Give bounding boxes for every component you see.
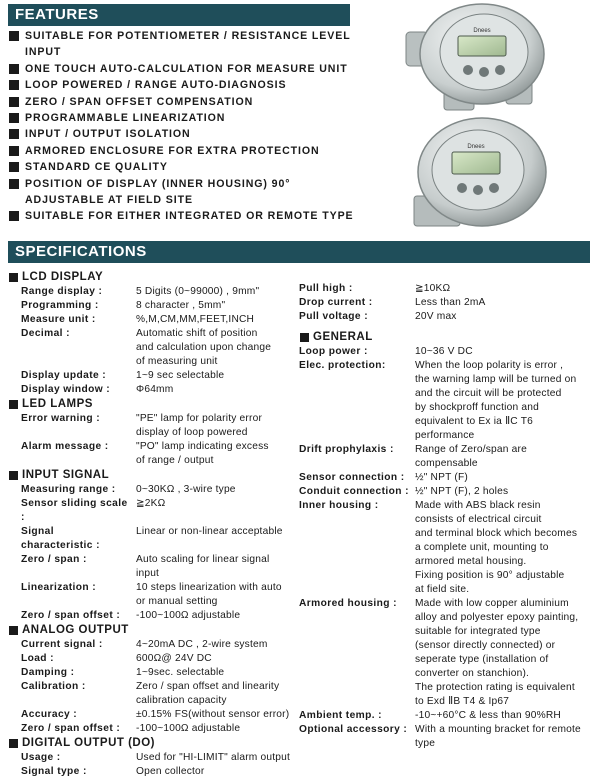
spec-row-zero-span <box>8 553 294 581</box>
spec-value-line: ≧2KΩ <box>136 498 166 509</box>
spec-label: Display window : <box>21 384 111 395</box>
bullet-square-icon <box>9 626 18 635</box>
feature-text: SUITABLE FOR EITHER INTEGRATED OR REMOTE TYPE <box>25 210 354 223</box>
spec-row-load <box>8 652 294 666</box>
bullet-square-icon <box>9 64 19 74</box>
bullet-square-icon <box>9 471 18 480</box>
spec-label: Measure unit : <box>21 314 96 325</box>
spec-row-inner-housing <box>299 499 592 597</box>
spec-value <box>128 299 294 313</box>
spec-value <box>128 609 294 623</box>
spec-label: Pull high : <box>299 283 353 294</box>
feature-item <box>0 208 360 224</box>
spec-value <box>128 765 294 779</box>
spec-row-elec-protection <box>299 359 592 443</box>
spec-row-sensor-connection <box>299 471 592 485</box>
spec-row-display-window <box>8 383 294 397</box>
spec-value-line: a complete unit, mounting to <box>415 542 549 553</box>
spec-value-line: Range of Zero/span are <box>415 444 528 455</box>
spec-value <box>128 369 294 383</box>
spec-value <box>128 751 294 765</box>
spec-value-line: Auto scaling for linear signal <box>136 554 270 565</box>
feature-item <box>0 28 360 61</box>
spec-column-left <box>8 270 294 779</box>
spec-row-sensor-sliding-scale <box>8 497 294 525</box>
spec-row-armored-housing <box>299 597 592 709</box>
spec-value-line: Open collector <box>136 766 205 777</box>
spec-value <box>128 483 294 497</box>
spec-value <box>413 709 592 723</box>
spec-value-line: ≧10KΩ <box>415 283 451 294</box>
feature-item <box>0 159 360 175</box>
spec-value <box>128 553 294 581</box>
spec-value-line: The protection rating is equivalent <box>415 682 575 693</box>
spec-label: Sensor sliding scale : <box>21 498 128 523</box>
spec-row-range-display <box>8 285 294 299</box>
spec-value-line: 10 steps linearization with auto <box>136 582 282 593</box>
spec-value-line: -100~100Ω adjustable <box>136 723 241 734</box>
bullet-square-icon <box>9 162 19 172</box>
spec-value-line: of range / output <box>136 455 214 466</box>
bullet-square-icon <box>9 273 18 282</box>
spec-row-zero-span-offset <box>8 722 294 736</box>
spec-value <box>128 285 294 299</box>
spec-value-line: the warning lamp will be turned on <box>415 374 577 385</box>
bullet-square-icon <box>9 400 18 409</box>
spec-value-line: Used for "HI-LIMIT" alarm output <box>136 752 291 763</box>
spec-row-ambient-temp <box>299 709 592 723</box>
spec-value <box>413 443 592 471</box>
spacer <box>299 270 592 282</box>
spec-value-line: Linear or non-linear acceptable <box>136 526 283 537</box>
spec-row-drop-current <box>299 296 592 310</box>
spec-row-accuracy <box>8 708 294 722</box>
spec-label: Pull voltage : <box>299 311 368 322</box>
spec-label: Zero / span : <box>21 554 87 565</box>
spec-value <box>413 723 592 751</box>
spec-section-title: LCD DISPLAY <box>22 271 104 283</box>
spec-value-line: or manual setting <box>136 596 218 607</box>
spec-value-line: converter on stanchion). <box>415 668 530 679</box>
spec-row-display-update <box>8 369 294 383</box>
spec-row-pull-voltage <box>299 310 592 324</box>
spec-value-line: display of loop powered <box>136 427 248 438</box>
feature-item <box>0 94 360 110</box>
spec-row-decimal <box>8 327 294 369</box>
spec-section-title: INPUT SIGNAL <box>22 469 110 481</box>
bullet-square-icon <box>9 211 19 221</box>
spec-value <box>128 313 294 327</box>
spec-row-usage <box>8 751 294 765</box>
spec-label: Error warning : <box>21 413 101 424</box>
features-heading: FEATURES <box>8 4 350 26</box>
feature-item <box>0 176 360 209</box>
spec-section-title: GENERAL <box>313 331 373 343</box>
specifications-heading: SPECIFICATIONS <box>8 241 590 263</box>
spec-row-measuring-range <box>8 483 294 497</box>
bullet-square-icon <box>300 333 309 342</box>
transmitter-photo-front <box>402 2 552 114</box>
feature-item <box>0 143 360 159</box>
spec-value <box>413 471 592 485</box>
bullet-square-icon <box>9 179 19 189</box>
spec-row-optional-accessory <box>299 723 592 751</box>
spec-value-line: "PE" lamp for polarity error <box>136 413 263 424</box>
spec-value-line: at field site. <box>415 584 470 595</box>
spec-label: Zero / span offset : <box>21 610 121 621</box>
spec-value <box>413 310 592 324</box>
spec-value-line: -100~100Ω adjustable <box>136 610 241 621</box>
spec-row-measure-unit <box>8 313 294 327</box>
spec-label: Display update : <box>21 370 107 381</box>
bullet-square-icon <box>9 739 18 748</box>
bullet-square-icon <box>9 113 19 123</box>
spec-section-led-lamps <box>8 397 294 412</box>
spec-value-line: "PO" lamp indicating excess <box>136 441 269 452</box>
spec-row-error-warning <box>8 412 294 440</box>
spec-value <box>413 345 592 359</box>
bullet-square-icon <box>9 129 19 139</box>
spec-value-line: Made with ABS black resin <box>415 500 541 511</box>
spec-label: Armored housing : <box>299 598 397 609</box>
spec-label: Drop current : <box>299 297 373 308</box>
spec-section-general <box>299 330 592 345</box>
bullet-square-icon <box>9 31 19 41</box>
feature-text: ADJUSTABLE AT FIELD SITE <box>25 194 193 207</box>
spec-value <box>413 597 592 709</box>
spec-value <box>128 638 294 652</box>
spec-label: Conduit connection : <box>299 486 409 497</box>
spec-row-zero-span-offset <box>8 609 294 623</box>
spec-section-digital-output-do <box>8 736 294 751</box>
spec-label: Linearization : <box>21 582 97 593</box>
spec-value <box>413 282 592 296</box>
spec-label: Sensor connection : <box>299 472 405 483</box>
spec-value-line: type <box>415 738 436 749</box>
spec-value-line: seperate type (installation of <box>415 654 549 665</box>
spec-row-drift-prophylaxis <box>299 443 592 471</box>
spec-value-line: compensable <box>415 458 478 469</box>
spec-value-line: With a mounting bracket for remote <box>415 724 581 735</box>
spec-value-line: Less than 2mA <box>415 297 486 308</box>
spec-label: Measuring range : <box>21 484 116 495</box>
spec-value <box>128 680 294 708</box>
bullet-square-icon <box>9 97 19 107</box>
spec-label: Drift prophylaxis : <box>299 444 394 455</box>
spec-label: Calibration : <box>21 681 86 692</box>
spec-label: Optional accessory : <box>299 724 408 735</box>
spec-value <box>128 708 294 722</box>
spec-value-line: ½" NPT (F), 2 holes <box>415 486 509 497</box>
spec-label: Decimal : <box>21 328 70 339</box>
spec-value-line: When the loop polarity is error , <box>415 360 564 371</box>
feature-text: LOOP POWERED / RANGE AUTO-DIAGNOSIS <box>25 79 287 92</box>
spec-value-line: Zero / span offset and linearity <box>136 681 280 692</box>
feature-text: INPUT <box>25 46 62 59</box>
spec-row-damping <box>8 666 294 680</box>
spec-label: Ambient temp. : <box>299 710 382 721</box>
spec-value <box>128 581 294 609</box>
feature-text: ONE TOUCH AUTO-CALCULATION FOR MEASURE UNIT <box>25 62 348 75</box>
spec-label: Usage : <box>21 752 61 763</box>
spec-value-line: 1~9 sec selectable <box>136 370 225 381</box>
spec-row-calibration <box>8 680 294 708</box>
spec-label: Range display : <box>21 286 103 297</box>
feature-text: SUITABLE FOR POTENTIOMETER / RESISTANCE LEVEL <box>25 30 351 42</box>
spec-value <box>413 485 592 499</box>
spec-value <box>128 383 294 397</box>
spec-row-pull-high <box>299 282 592 296</box>
spec-section-title: LED LAMPS <box>22 398 93 410</box>
spec-value-line: suitable for integrated type <box>415 626 541 637</box>
spec-value-line: 1~9sec. selectable <box>136 667 225 678</box>
spec-label: Signal characteristic : <box>21 526 100 551</box>
spec-value-line: calibration capacity <box>136 695 227 706</box>
spec-value-line: equivalent to Ex ia ⅡC T6 <box>415 416 533 427</box>
spec-value <box>413 499 592 597</box>
feature-item <box>0 126 360 142</box>
spec-value-line: Made with low copper aluminium <box>415 598 569 609</box>
spec-row-linearization <box>8 581 294 609</box>
spec-label: Zero / span offset : <box>21 723 121 734</box>
transmitter-photo-angled <box>402 112 552 232</box>
spec-row-alarm-message <box>8 440 294 468</box>
spec-value-line: consists of electrical circuit <box>415 514 542 525</box>
spec-row-loop-power <box>299 345 592 359</box>
spec-value <box>128 722 294 736</box>
spec-value-line: and terminal block which becomes <box>415 528 578 539</box>
feature-text: POSITION OF DISPLAY (INNER HOUSING) 90° <box>25 177 291 190</box>
spec-label: Load : <box>21 653 54 664</box>
feature-text: PROGRAMMABLE LINEARIZATION <box>25 112 226 125</box>
spec-value-line: 0~30KΩ , 3-wire type <box>136 484 236 495</box>
feature-item <box>0 110 360 126</box>
spec-label: Inner housing : <box>299 500 379 511</box>
feature-text: ARMORED ENCLOSURE FOR EXTRA PROTECTION <box>25 144 320 157</box>
spec-value <box>128 666 294 680</box>
spec-value-line: ½" NPT (F) <box>415 472 468 483</box>
spec-row-conduit-connection <box>299 485 592 499</box>
feature-item <box>0 77 360 93</box>
bullet-square-icon <box>9 80 19 90</box>
spec-value-line: (sensor directly connected) or <box>415 640 556 651</box>
spec-label: Current signal : <box>21 639 103 650</box>
brand-label: Dnees <box>467 144 485 150</box>
spec-section-input-signal <box>8 468 294 483</box>
spec-value <box>128 525 294 553</box>
spec-value-line: and the circuit will be protected <box>415 388 562 399</box>
spec-value <box>128 440 294 468</box>
spec-value-line: 8 character , 5mm" <box>136 300 226 311</box>
spec-value-line: 5 Digits (0~99000) , 9mm" <box>136 286 260 297</box>
feature-text: ZERO / SPAN OFFSET COMPENSATION <box>25 95 254 108</box>
spec-row-signal-type <box>8 765 294 779</box>
brand-label: Dnees <box>473 28 491 34</box>
spec-value-line: Fixing position is 90° adjustable <box>415 570 565 581</box>
spec-value <box>128 412 294 440</box>
feature-list <box>0 28 360 225</box>
spec-value-line: 20V max <box>415 311 457 322</box>
spec-label: Damping : <box>21 667 75 678</box>
spec-value-line: to Exd ⅡB T4 & Ip67 <box>415 696 510 707</box>
spec-value-line: Automatic shift of position <box>136 328 258 339</box>
spec-label: Programming : <box>21 300 99 311</box>
bullet-square-icon <box>9 146 19 156</box>
spec-value-line: 600Ω@ 24V DC <box>136 653 212 664</box>
spec-section-title: ANALOG OUTPUT <box>22 624 129 636</box>
spec-value-line: input <box>136 568 160 579</box>
spec-value-line: 4~20mA DC , 2-wire system <box>136 639 268 650</box>
spec-value-line: ±0.15% FS(without sensor error) <box>136 709 290 720</box>
feature-text: STANDARD CE QUALITY <box>25 161 168 174</box>
spec-value-line: performance <box>415 430 475 441</box>
spec-value-line: Φ64mm <box>136 384 174 395</box>
spec-row-signal-characteristic <box>8 525 294 553</box>
spec-label: Signal type : <box>21 766 87 777</box>
spec-value-line: 10~36 V DC <box>415 346 473 357</box>
spec-value-line: alloy and polyester epoxy painting, <box>415 612 579 623</box>
spec-label: Elec. protection: <box>299 360 386 371</box>
feature-text: INPUT / OUTPUT ISOLATION <box>25 128 191 141</box>
spec-row-programming <box>8 299 294 313</box>
spec-label: Alarm message : <box>21 441 109 452</box>
spec-section-analog-output <box>8 623 294 638</box>
spec-row-current-signal <box>8 638 294 652</box>
spec-label: Loop power : <box>299 346 368 357</box>
spec-section-lcd-display <box>8 270 294 285</box>
spec-value-line: %,M,CM,MM,FEET,INCH <box>136 314 255 325</box>
spec-value <box>128 327 294 369</box>
spec-value <box>413 296 592 310</box>
spec-label: Accuracy : <box>21 709 78 720</box>
spec-value-line: -10~+60°C & less than 90%RH <box>415 710 561 721</box>
spec-value-line: and calculation upon change <box>136 342 272 353</box>
spec-value-line: by shockproff function and <box>415 402 539 413</box>
spec-section-title: DIGITAL OUTPUT (DO) <box>22 737 156 749</box>
spec-column-right <box>299 270 592 751</box>
spec-value-line: armored metal housing. <box>415 556 527 567</box>
spec-value-line: of measuring unit <box>136 356 218 367</box>
spec-value <box>128 497 294 525</box>
feature-item <box>0 61 360 77</box>
spec-value <box>128 652 294 666</box>
spec-value <box>413 359 592 443</box>
